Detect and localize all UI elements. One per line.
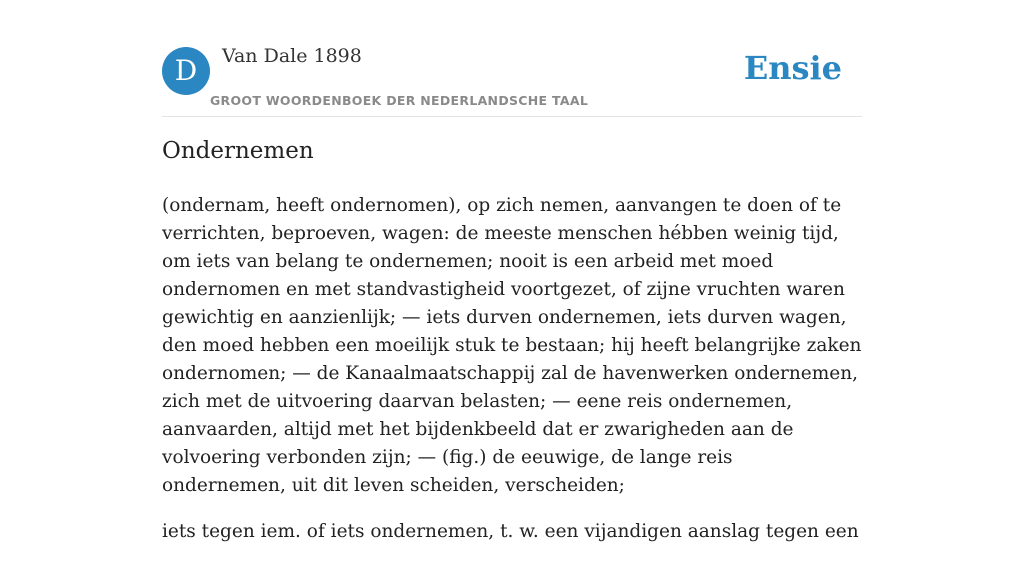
header [162,0,862,117]
brand-logo[interactable]: Ensie [743,49,842,87]
source-logo[interactable]: D [162,47,210,95]
definition-paragraph: iets tegen iem. of iets ondernemen, t. w. een vijandigen aanslag tegen een [162,521,859,542]
definition-paragraph: (ondernam, heeft ondernomen), op zich nemen, aanvangen te doen of te verrichten, beproeven, wagen: de meeste menschen hébben weinig tijd, om iets van belang te ondernemen; nooit is een arbeid met moed ondernomen en met standvastigheid voortgezet, of zijne vruchten waren gewichtig en aanzienlijk; — iets durven ondernemen, iets durven wagen, den moed hebben een moeilijk stuk te bestaan; hij heeft belangrijke zaken ondernomen; — de Kanaalmaatschappij zal de havenwerken ondernemen, zich met de uitvoering daarvan belasten; — eene reis ondernemen, aanvaarden, altijd met het bijdenkbeeld dat er zwarigheden aan de volvoering verbonden zijn; — (fig.) de eeuwige, de lange reis ondernemen, uit dit leven scheiden, verscheiden; [162,195,862,496]
source-subtitle: GROOT WOORDENBOEK DER NEDERLANDSCHE TAAL [210,93,589,108]
source-title[interactable]: Van Dale 1898 [222,45,362,67]
entry-title: Ondernemen [162,138,314,164]
definition-body [162,192,862,564]
